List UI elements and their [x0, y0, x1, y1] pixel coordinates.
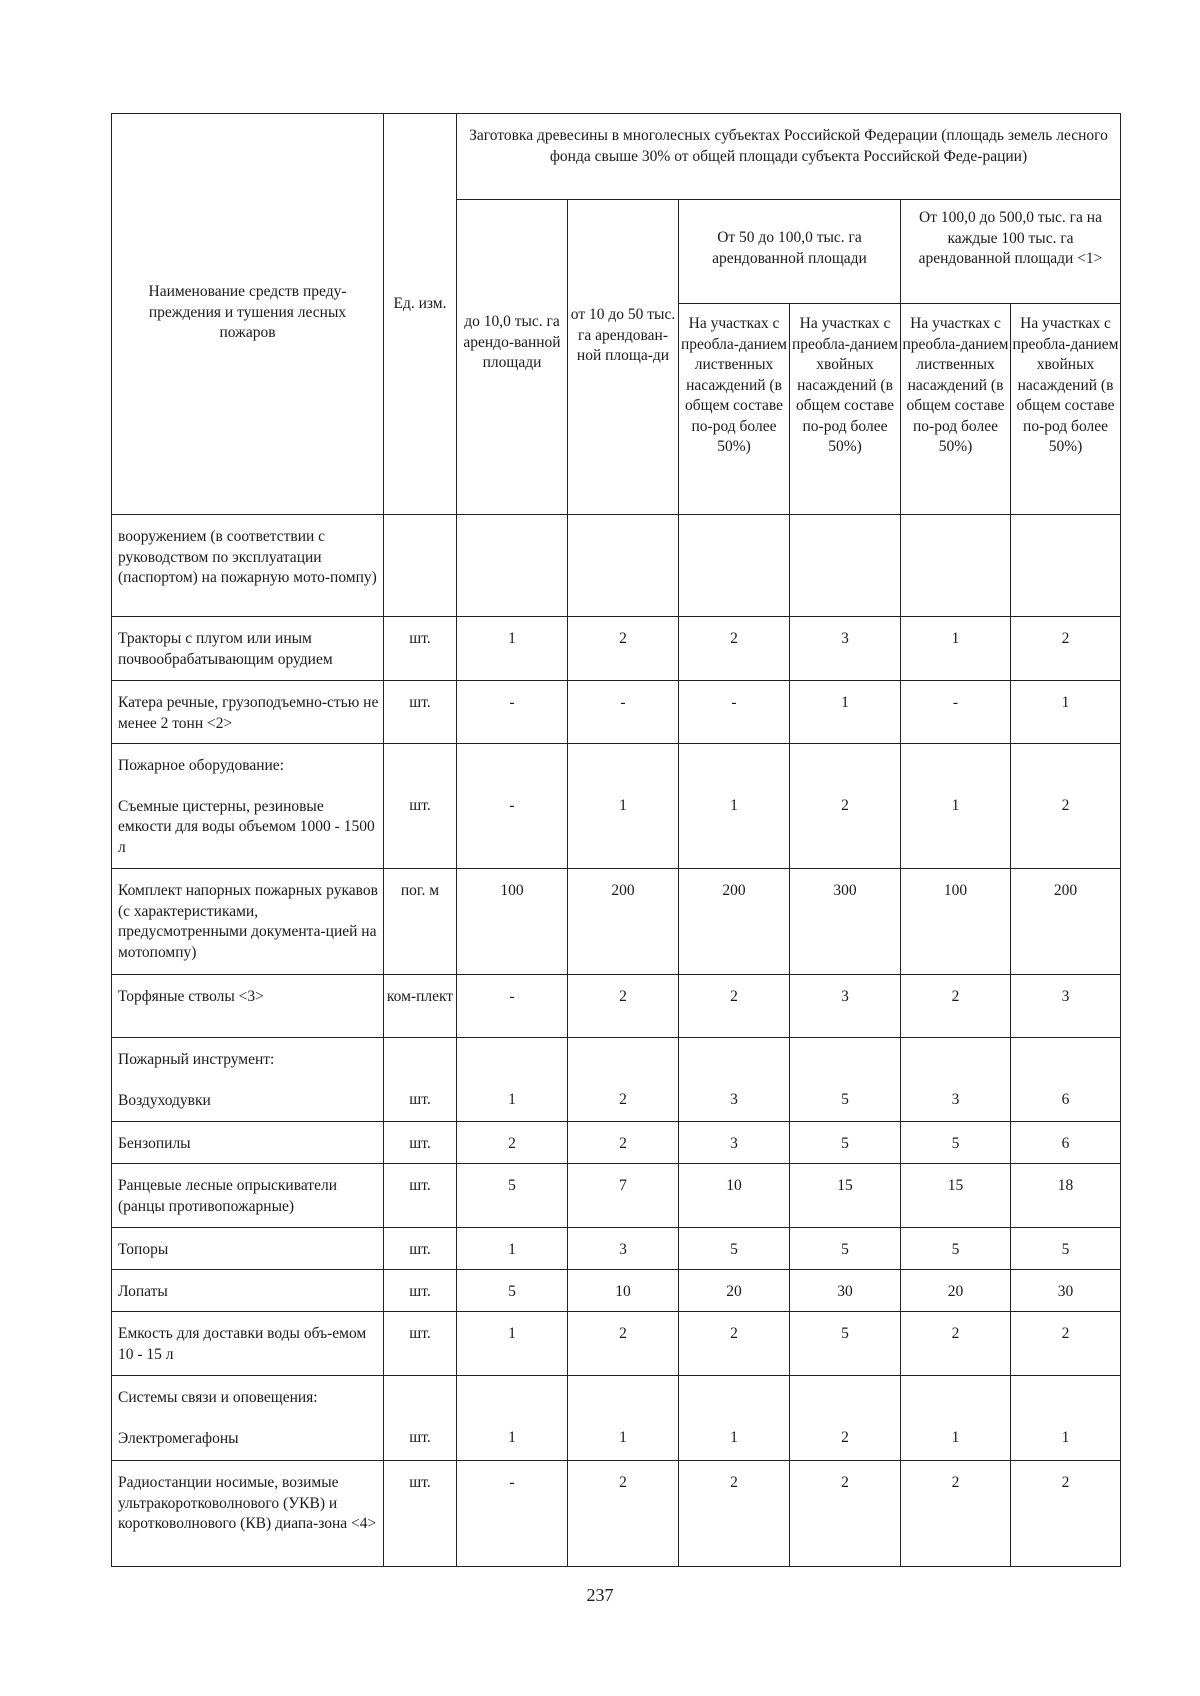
cell-value: 1 — [790, 681, 901, 744]
cell-value — [457, 515, 568, 617]
cell-value: 200 — [568, 869, 679, 975]
cell-value: 2 — [1011, 744, 1121, 869]
table-row — [112, 681, 1121, 744]
row-unit: шт. — [384, 617, 457, 681]
cell-value — [679, 515, 790, 617]
cell-value: 5 — [790, 1228, 901, 1270]
cell-value: 3 — [790, 617, 901, 681]
header-10-50: от 10 до 50 тыс. га арендован-ной площа-ди — [568, 200, 679, 515]
table-row — [112, 515, 1121, 617]
cell-value — [901, 515, 1011, 617]
row-name: Радиостанции носимые, возимые ультракоротковолнового (УКВ) и коротковолнового (КВ) диапа-зона <4> — [112, 1461, 384, 1567]
table-row — [112, 1164, 1121, 1228]
cell-value: 1 — [901, 617, 1011, 681]
cell-value: 3 — [679, 1122, 790, 1164]
cell-value — [568, 515, 679, 617]
cell-value: 1 — [568, 1376, 679, 1461]
cell-value: 3 — [1011, 975, 1121, 1038]
table-row — [112, 744, 1121, 869]
cell-value: 30 — [1011, 1270, 1121, 1312]
header-50-100: От 50 до 100,0 тыс. га арендованной площади — [679, 200, 901, 304]
row-name: Емкость для доставки воды объ-емом 10 - 15 л — [112, 1312, 384, 1376]
cell-value: 2 — [1011, 1461, 1121, 1567]
cell-value — [790, 515, 901, 617]
row-unit: шт. — [384, 1376, 457, 1461]
table-row — [112, 1122, 1121, 1164]
fire-equipment-table — [111, 113, 1121, 1567]
table-row — [112, 869, 1121, 975]
cell-value: 5 — [790, 1312, 901, 1376]
table-row — [112, 617, 1121, 681]
cell-value: 2 — [457, 1122, 568, 1164]
table-row — [112, 1228, 1121, 1270]
header-leaf-conifer: На участках с преобла-данием хвойных насаждений (в общем составе по-род более 50%) — [790, 304, 901, 515]
cell-value: 2 — [790, 1461, 901, 1567]
cell-value: 2 — [568, 975, 679, 1038]
cell-value: 5 — [901, 1228, 1011, 1270]
header-group-title: Заготовка древесины в многолесных субъектах Российской Федерации (площадь земель лесного фонда свыше 30% от общей площади субъекта Российской Феде-рации) — [457, 114, 1121, 200]
cell-value: 1 — [457, 617, 568, 681]
row-unit: шт. — [384, 1228, 457, 1270]
table-row — [112, 1461, 1121, 1567]
cell-value: 200 — [679, 869, 790, 975]
cell-value: 2 — [568, 1038, 679, 1122]
row-name: Бензопилы — [112, 1122, 384, 1164]
cell-value: 30 — [790, 1270, 901, 1312]
cell-value: 1 — [679, 1376, 790, 1461]
cell-value: - — [568, 681, 679, 744]
cell-value: 2 — [568, 1122, 679, 1164]
cell-value: 20 — [679, 1270, 790, 1312]
cell-value: 2 — [901, 1461, 1011, 1567]
cell-value: 3 — [568, 1228, 679, 1270]
cell-value: 10 — [679, 1164, 790, 1228]
row-unit: шт. — [384, 1164, 457, 1228]
header-up-to-10: до 10,0 тыс. га арендо-ванной площади — [457, 200, 568, 515]
cell-value: 5 — [457, 1270, 568, 1312]
cell-value: 2 — [790, 744, 901, 869]
cell-value: 2 — [790, 1376, 901, 1461]
cell-value: 100 — [901, 869, 1011, 975]
cell-value: 1 — [1011, 681, 1121, 744]
section-heading: Пожарный инструмент: — [118, 1051, 275, 1068]
cell-value: - — [457, 975, 568, 1038]
row-unit: шт. — [384, 1122, 457, 1164]
cell-value: 15 — [790, 1164, 901, 1228]
section-heading: Пожарное оборудование: — [118, 757, 284, 774]
cell-value: 15 — [901, 1164, 1011, 1228]
cell-value: 1 — [457, 1312, 568, 1376]
cell-value: 1 — [457, 1376, 568, 1461]
cell-value: - — [457, 744, 568, 869]
cell-value: 5 — [1011, 1228, 1121, 1270]
cell-value: 5 — [790, 1038, 901, 1122]
cell-value: 5 — [457, 1164, 568, 1228]
row-name-with-section — [112, 744, 384, 869]
cell-value: 2 — [679, 975, 790, 1038]
table-row — [112, 1312, 1121, 1376]
page-number: 237 — [586, 1585, 614, 1605]
header-100-500: От 100,0 до 500,0 тыс. га на каждые 100 тыс. га арендованной площади <1> — [901, 200, 1121, 304]
cell-value: - — [679, 681, 790, 744]
cell-value: 5 — [679, 1228, 790, 1270]
cell-value: 18 — [1011, 1164, 1121, 1228]
cell-value: - — [901, 681, 1011, 744]
cell-value: 5 — [790, 1122, 901, 1164]
cell-value: 2 — [679, 1312, 790, 1376]
cell-value: 1 — [901, 1376, 1011, 1461]
cell-value: 200 — [1011, 869, 1121, 975]
cell-value: 2 — [1011, 617, 1121, 681]
cell-value: - — [457, 1461, 568, 1567]
row-name: Торфяные стволы <3> — [112, 975, 384, 1038]
row-unit: пог. м — [384, 869, 457, 975]
cell-value: 1 — [457, 1038, 568, 1122]
cell-value: 2 — [568, 1461, 679, 1567]
header-leaf-conifer-2: На участках с преобла-данием хвойных насаждений (в общем составе по-род более 50%) — [1011, 304, 1121, 515]
cell-value: 6 — [1011, 1122, 1121, 1164]
cell-value: - — [457, 681, 568, 744]
table-row — [112, 975, 1121, 1038]
cell-value: 7 — [568, 1164, 679, 1228]
header-name-column: Наименование средств преду-преждения и тушения лесных пожаров — [112, 114, 384, 515]
row-name: Катера речные, грузоподъемно-стью не менее 2 тонн <2> — [112, 681, 384, 744]
row-unit: шт. — [384, 1461, 457, 1567]
header-unit-column: Ед. изм. — [384, 114, 457, 515]
row-name: Комплект напорных пожарных рукавов (с характеристиками, предусмотренными документа-цией на мотопомпу) — [112, 869, 384, 975]
cell-value: 3 — [790, 975, 901, 1038]
row-name: Электромегафоны — [118, 1429, 239, 1447]
row-name: Воздуходувки — [118, 1091, 211, 1109]
row-name: Тракторы с плугом или иным почвообрабатывающим орудием — [112, 617, 384, 681]
cell-value: 1 — [568, 744, 679, 869]
cell-value: 6 — [1011, 1038, 1121, 1122]
cell-value: 100 — [457, 869, 568, 975]
cell-value: 2 — [568, 617, 679, 681]
row-name-with-section — [112, 1038, 384, 1122]
cell-value: 3 — [901, 1038, 1011, 1122]
cell-value: 10 — [568, 1270, 679, 1312]
cell-value: 1 — [1011, 1376, 1121, 1461]
cell-value: 2 — [679, 1461, 790, 1567]
row-unit: шт. — [384, 1038, 457, 1122]
row-name: Ранцевые лесные опрыскиватели (ранцы противопожарные) — [112, 1164, 384, 1228]
row-unit: шт. — [384, 1312, 457, 1376]
cell-value: 20 — [901, 1270, 1011, 1312]
row-unit: шт. — [384, 744, 457, 869]
row-name: Топоры — [112, 1228, 384, 1270]
cell-value: 1 — [901, 744, 1011, 869]
row-name-with-section — [112, 1376, 384, 1461]
cell-value: 2 — [568, 1312, 679, 1376]
cell-value: 3 — [679, 1038, 790, 1122]
header-leaf-deciduous: На участках с преобла-данием лиственных насаждений (в общем составе по-род более 50%) — [679, 304, 790, 515]
cell-value: 2 — [901, 1312, 1011, 1376]
cell-value: 300 — [790, 869, 901, 975]
cell-value: 1 — [457, 1228, 568, 1270]
row-name: Лопаты — [112, 1270, 384, 1312]
cell-value: 2 — [1011, 1312, 1121, 1376]
header-leaf-deciduous-2: На участках с преобла-данием лиственных насаждений (в общем составе по-род более 50%) — [901, 304, 1011, 515]
row-unit: шт. — [384, 1270, 457, 1312]
table-row — [112, 1270, 1121, 1312]
row-unit: шт. — [384, 681, 457, 744]
cell-value: 1 — [679, 744, 790, 869]
row-name: вооружением (в соответствии с руководством по эксплуатации (паспортом) на пожарную мото-помпу) — [112, 515, 384, 617]
cell-value: 5 — [901, 1122, 1011, 1164]
cell-value — [1011, 515, 1121, 617]
table-row — [112, 1038, 1121, 1122]
row-unit: ком-плект — [384, 975, 457, 1038]
row-name: Съемные цистерны, резиновые емкости для воды объемом 1000 - 1500 л — [118, 797, 375, 856]
cell-value: 2 — [901, 975, 1011, 1038]
row-unit — [384, 515, 457, 617]
section-heading: Системы связи и оповещения: — [118, 1389, 318, 1406]
cell-value: 2 — [679, 617, 790, 681]
table-row — [112, 1376, 1121, 1461]
